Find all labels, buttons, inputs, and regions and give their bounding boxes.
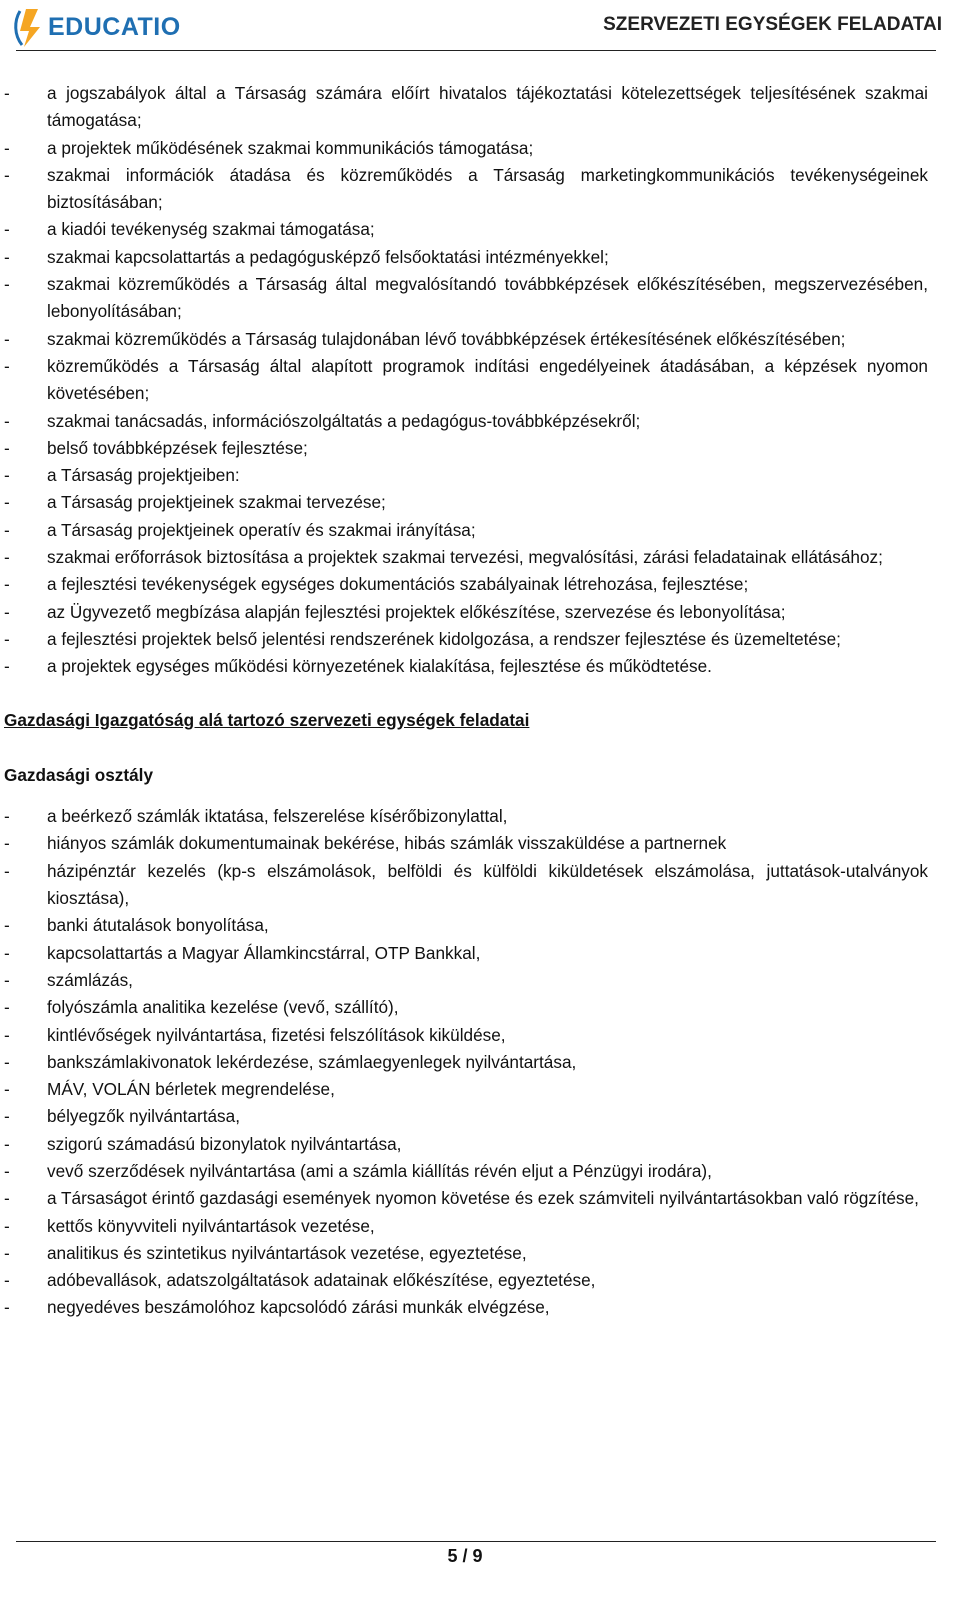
list-item	[4, 626, 928, 653]
list-item	[4, 326, 928, 353]
list-item	[4, 80, 928, 135]
list-item-text: a projektek működésének szakmai kommunikációs támogatása;	[47, 137, 534, 158]
bullet-dash: -	[4, 1024, 10, 1045]
list-item	[4, 571, 928, 598]
list-item-text: bélyegzők nyilvántartása,	[47, 1106, 240, 1127]
list-item-text: számlázás,	[47, 969, 133, 990]
bullet-dash: -	[4, 547, 10, 568]
bullet-dash: -	[4, 997, 10, 1018]
list-item	[4, 1267, 928, 1294]
list-item	[4, 994, 928, 1021]
bullet-dash: -	[4, 137, 10, 158]
bullet-dash: -	[4, 1242, 10, 1263]
list-item-text: szigorú számadású bizonylatok nyilvántartása,	[47, 1133, 402, 1154]
document-body	[4, 80, 928, 1322]
list-item-text: szakmai tanácsadás, információszolgáltatás a pedagógus-továbbképzésekről;	[47, 410, 641, 431]
list-item-text: MÁV, VOLÁN bérletek megrendelése,	[47, 1079, 335, 1100]
footer-divider	[16, 1541, 936, 1542]
bullet-dash: -	[4, 1215, 10, 1236]
list-item-text: belső továbbképzések fejlesztése;	[47, 437, 308, 458]
bullet-dash: -	[4, 969, 10, 990]
list-item	[4, 353, 928, 408]
bullet-dash: -	[4, 465, 10, 486]
list-item-text: kintlévőségek nyilvántartása, fizetési felszólítások kiküldése,	[47, 1024, 506, 1045]
page-header	[0, 0, 960, 52]
bullet-dash: -	[4, 1079, 10, 1100]
task-list-finance	[4, 803, 928, 1322]
list-item-text: szakmai információk átadása és közreműködés a Társaság marketingkommunikációs tevékenységeinek biztosításában;	[47, 164, 928, 213]
bullet-dash: -	[4, 1297, 10, 1318]
list-item-text: a kiadói tevékenység szakmai támogatása;	[47, 219, 375, 240]
bullet-dash: -	[4, 1270, 10, 1291]
list-item-text: a projektek egységes működési környezetének kialakítása, fejlesztése és működtetése.	[47, 656, 712, 677]
list-item	[4, 462, 928, 489]
list-item	[4, 940, 928, 967]
list-item	[4, 489, 928, 516]
list-item-text: vevő szerződések nyilvántartása (ami a számla kiállítás révén eljut a Pénzügyi irodára),	[47, 1160, 712, 1181]
bullet-dash: -	[4, 1051, 10, 1072]
educatio-logo-icon	[12, 5, 46, 49]
list-item	[4, 1103, 928, 1130]
bullet-dash: -	[4, 246, 10, 267]
list-item	[4, 216, 928, 243]
bullet-dash: -	[4, 83, 10, 103]
bullet-dash: -	[4, 410, 10, 431]
list-item	[4, 599, 928, 626]
list-item-text: a jogszabályok által a Társaság számára előírt hivatalos tájékoztatási kötelezettségek teljesítésének szakmai támogatása;	[47, 83, 928, 131]
list-item-text: banki átutalások bonyolítása,	[47, 915, 269, 936]
list-item-text: negyedéves beszámolóhoz kapcsolódó zárási munkák elvégzése,	[47, 1297, 550, 1318]
header-divider	[16, 50, 936, 51]
list-item	[4, 271, 928, 326]
list-item	[4, 830, 928, 857]
bullet-dash: -	[4, 219, 10, 240]
bullet-dash: -	[4, 1106, 10, 1127]
list-item	[4, 653, 928, 680]
bullet-dash: -	[4, 915, 10, 936]
list-item-text: házipénztár kezelés (kp-s elszámolások, belföldi és külföldi kiküldetések elszámolása, juttatások-utalványok kiosztása),	[47, 860, 928, 909]
list-item	[4, 1185, 928, 1212]
bullet-dash: -	[4, 833, 10, 854]
list-item-text: analitikus és szintetikus nyilvántartások vezetése, egyeztetése,	[47, 1242, 527, 1263]
list-item	[4, 135, 928, 162]
list-item-text: az Ügyvezető megbízása alapján fejlesztési projektek előkészítése, szervezése és lebonyolítása;	[47, 601, 786, 622]
section-title: Gazdasági Igazgatóság alá tartozó szervezeti egységek feladatai	[4, 709, 530, 730]
bullet-dash: -	[4, 519, 10, 540]
list-item-text: kapcsolattartás a Magyar Államkincstárral, OTP Bankkal,	[47, 942, 481, 963]
list-item-text: kettős könyvviteli nyilvántartások vezetése,	[47, 1215, 375, 1236]
bullet-dash: -	[4, 860, 10, 881]
list-item-text: a Társaság projektjeinek operatív és szakmai irányítása;	[47, 519, 476, 540]
list-item	[4, 1294, 928, 1321]
list-item	[4, 803, 928, 830]
list-item-text: a fejlesztési projektek belső jelentési rendszerének kidolgozása, a rendszer fejlesztése és üzemeltetése;	[47, 628, 841, 649]
list-item-text: szakmai közreműködés a Társaság által megvalósítandó továbbképzések előkészítésében, megszervezésében, lebonyolításában;	[47, 274, 928, 322]
list-item	[4, 967, 928, 994]
list-item-text: közreműködés a Társaság által alapított programok indítási engedélyeinek átadásában, a képzések nyomon követésében;	[47, 355, 928, 404]
bullet-dash: -	[4, 601, 10, 622]
document-title: SZERVEZETI EGYSÉGEK FELADATAI	[603, 14, 942, 35]
list-item	[4, 544, 928, 571]
list-item	[4, 1213, 928, 1240]
bullet-dash: -	[4, 437, 10, 458]
list-item	[4, 912, 928, 939]
list-item	[4, 1049, 928, 1076]
educatio-logo	[12, 4, 181, 50]
bullet-dash: -	[4, 628, 10, 649]
list-item	[4, 435, 928, 462]
bullet-dash: -	[4, 355, 10, 376]
list-item	[4, 162, 928, 217]
list-item	[4, 244, 928, 271]
bullet-dash: -	[4, 806, 10, 827]
bullet-dash: -	[4, 1160, 10, 1181]
list-item-text: folyószámla analitika kezelése (vevő, szállító),	[47, 997, 399, 1018]
list-item-text: szakmai közreműködés a Társaság tulajdonában lévő továbbképzések értékesítésének előkészítésében;	[47, 328, 846, 349]
list-item-text: adóbevallások, adatszolgáltatások adatainak előkészítése, egyeztetése,	[47, 1270, 596, 1291]
list-item	[4, 1076, 928, 1103]
list-item-text: a Társaságot érintő gazdasági események nyomon követése és ezek számviteli nyilvántartásokban való rögzítése,	[47, 1188, 919, 1209]
list-item-text: a Társaság projektjeiben:	[47, 465, 240, 486]
bullet-dash: -	[4, 574, 10, 595]
list-item	[4, 1022, 928, 1049]
list-item	[4, 858, 928, 913]
list-item-text: bankszámlakivonatok lekérdezése, számlaegyenlegek nyilvántartása,	[47, 1051, 577, 1072]
bullet-dash: -	[4, 164, 10, 185]
list-item-text: a beérkező számlák iktatása, felszerelése kísérőbizonylattal,	[47, 806, 508, 827]
bullet-dash: -	[4, 492, 10, 513]
bullet-dash: -	[4, 656, 10, 677]
bullet-dash: -	[4, 1133, 10, 1154]
list-item	[4, 1131, 928, 1158]
list-item-text: szakmai erőforrások biztosítása a projektek szakmai tervezési, megvalósítási, zárási feladatainak ellátásához;	[47, 547, 883, 568]
list-item	[4, 1158, 928, 1185]
bullet-dash: -	[4, 942, 10, 963]
bullet-dash: -	[4, 328, 10, 349]
list-item	[4, 1240, 928, 1267]
list-item-text: a fejlesztési tevékenységek egységes dokumentációs szabályainak létrehozása, fejlesztése;	[47, 574, 749, 595]
bullet-dash: -	[4, 274, 10, 295]
list-item-text: szakmai kapcsolattartás a pedagógusképző felsőoktatási intézményekkel;	[47, 246, 609, 267]
page-number: 5 / 9	[447, 1546, 483, 1566]
list-item	[4, 517, 928, 544]
list-item	[4, 408, 928, 435]
task-list-development	[4, 80, 928, 681]
list-item-text: a Társaság projektjeinek szakmai tervezése;	[47, 492, 386, 513]
subsection-title: Gazdasági osztály	[4, 764, 154, 785]
bullet-dash: -	[4, 1188, 10, 1209]
logo-text: EDUCATIO	[48, 12, 181, 41]
list-item-text: hiányos számlák dokumentumainak bekérése, hibás számlák visszaküldése a partnernek	[47, 833, 727, 854]
